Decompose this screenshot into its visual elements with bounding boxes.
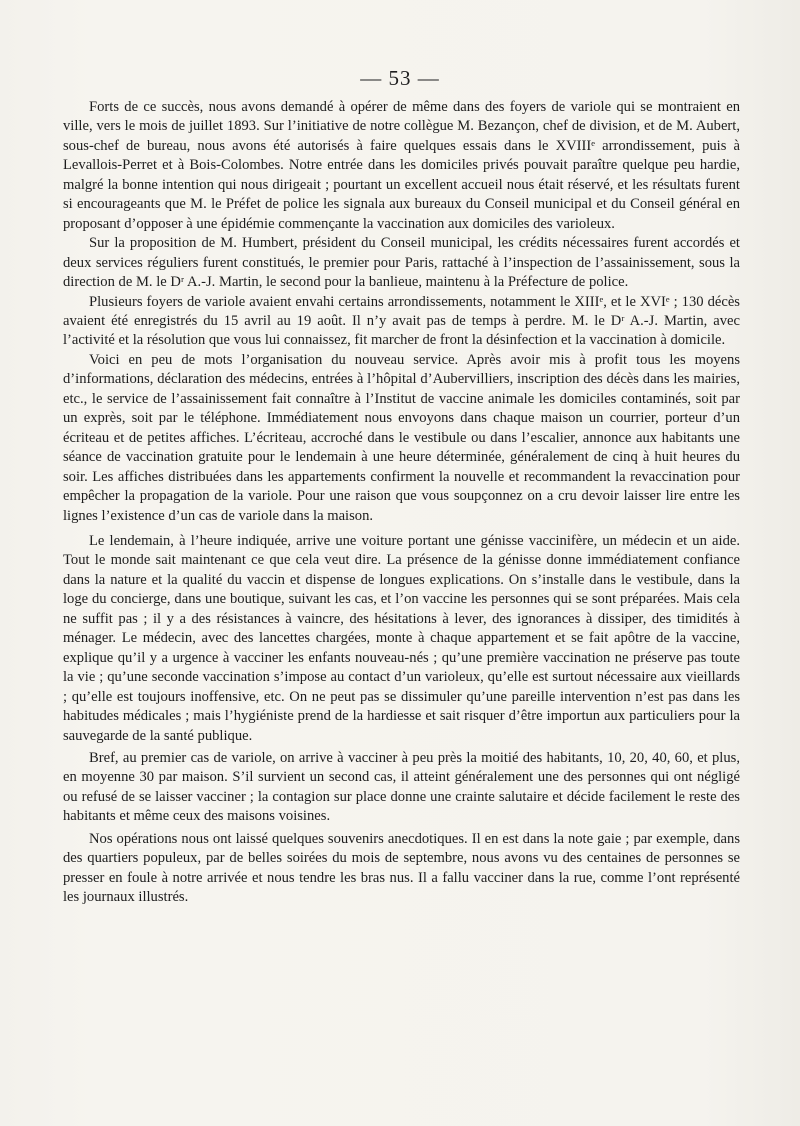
paragraph-3: Plusieurs foyers de variole avaient envahi certains arrondissements, notamment le XIIIᵉ, et le XVIᵉ ; 130 décès avaient été enregistrés du 15 avril au 19 août. Il n’y avait pas de temps à perdre. M. le Dʳ A.-J. Martin, avec l’activité et la résolution que vous lui connaissez, fit marcher de front la désinfection et la vaccination à domicile. <box>63 293 740 349</box>
paragraph-5: Le lendemain, à l’heure indiquée, arrive une voiture portant une génisse vaccinifère, un médecin et un aide. Tout le monde sait maintenant ce que cela veut dire. La présence de la génisse donne immédiatement confiance dans la nature et la qualité du vaccin et dispense de longues explications. On s’installe dans le vestibule, dans la loge du concierge, dans une boutique, suivant les cas, et l’on vaccine les personnes qui se sont préparées. Mais cela ne suffit pas ; il y a des résistances à vaincre, des hésitations à lever, des ignorances à dissiper, des timidités à ménager. Le médecin, avec des lancettes chargées, monte à chaque appartement et se fait apôtre de la vaccine, explique qu’il y a urgence à vacciner les enfants nouveau-nés ; qu’une première vaccination ne préserve pas toute la vie ; qu’une seconde vaccination s’impose au contact d’un varioleux, qu’elle est surtout nécessaire aux vieillards ; qu’elle est toujours inoffensive, etc. On ne peut pas se dissimuler qu’une pareille intervention n’est pas dans les habitudes médicales ; mais l’hygiéniste prend de la hardiesse et sait risquer d’être importun aux particuliers pour la sauvegarde de la santé publique. <box>63 532 740 744</box>
page-number: — 53 — <box>360 66 440 90</box>
paragraph-4: Voici en peu de mots l’organisation du nouveau service. Après avoir mis à profit tous les moyens d’informations, déclaration des médecins, entrées à l’hôpital d’Aubervilliers, inscription des décès dans les mairies, etc., le service de l’assainissement fait connaître à l’Institut de vaccine animale les domiciles contaminés, soit par un exprès, soit par le téléphone. Immédiatement nous envoyons dans chaque maison un courrier, porteur d’un écriteau et de petites affiches. L’écriteau, accroché dans le vestibule ou dans l’escalier, annonce aux habitants une séance de vaccination gratuite pour le lendemain à une heure déterminée, généralement de cinq à huit heures du soir. Les affiches distribuées dans les appartements confirment la nouvelle et recommandent la revaccination pour empêcher la propagation de la variole. Pour une raison que vous soupçonnez on a cru devoir laisser lire entre les lignes l’existence d’un cas de variole dans la maison. <box>63 351 740 524</box>
paragraph-1: Forts de ce succès, nous avons demandé à opérer de même dans des foyers de variole qui se montraient en ville, vers le mois de juillet 1893. Sur l’initiative de notre collègue M. Bezançon, chef de division, et de M. Aubert, sous-chef de bureau, nous avons été autorisés à faire quelques essais dans le XVIIIᵉ arrondissement, puis à Levallois-Perret et à Bois-Colombes. Notre entrée dans les domiciles privés pouvait paraître quelque peu hardie, malgré la bonne intention qui nous dirigeait ; pourtant un excellent accueil nous était réservé, et les résultats furent si encourageants que M. le Préfet de police les signala aux bureaux du Conseil municipal et du Conseil général en proposant d’opposer à une épidémie commençante la vaccination aux domiciles des varioleux. <box>63 99 740 232</box>
paragraph-7: Nos opérations nous ont laissé quelques souvenirs anecdotiques. Il en est dans la note gaie ; par exemple, dans des quartiers populeux, par de belles soirées du mois de septembre, nous avons vu des centaines de personnes se presser en foule à notre arrivée et nous tendre les bras nus. Il a fallu vacciner dans la rue, comme l’ont représenté les journaux illustrés. <box>63 830 740 906</box>
paragraph-6: Bref, au premier cas de variole, on arrive à vacciner à peu près la moitié des habitants, 10, 20, 40, 60, et plus, en moyenne 30 par maison. S’il survient un second cas, il atteint généralement une des personnes qui ont négligé ou refusé de se laisser vacciner ; la contagion sur place donne une crainte salutaire et décide facilement le reste des habitants et même ceux des maisons voisines. <box>63 749 740 825</box>
body-text <box>63 98 740 908</box>
paragraph-2: Sur la proposition de M. Humbert, président du Conseil municipal, les crédits nécessaires furent accordés et deux services réguliers furent constitués, le premier pour Paris, rattaché à l’inspection de l’assainissement, sous la direction de M. le Dʳ A.-J. Martin, le second pour la banlieue, maintenu à la Préfecture de police. <box>63 235 740 291</box>
